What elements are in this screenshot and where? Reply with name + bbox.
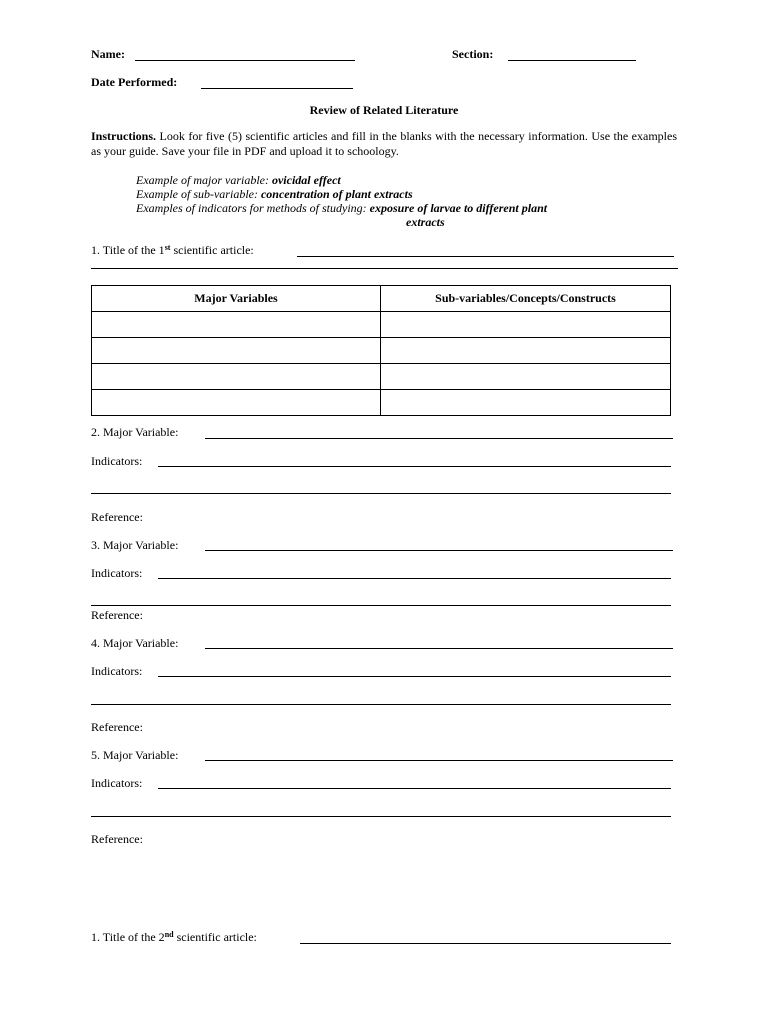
major-variable-2-blank[interactable]	[205, 438, 673, 439]
major-variable-5-blank[interactable]	[205, 760, 673, 761]
page-title: Review of Related Literature	[309, 103, 459, 117]
indicators-2-label: Indicators:	[91, 454, 143, 468]
article-2-ordinal: nd	[164, 930, 174, 939]
indicators-2-blank-2[interactable]	[91, 493, 671, 494]
major-variable-3-label: 3. Major Variable:	[91, 538, 179, 552]
indicators-4-label: Indicators:	[91, 664, 143, 678]
table-row	[92, 312, 671, 338]
major-variable-5-label: 5. Major Variable:	[91, 748, 179, 762]
name-label: Name:	[91, 47, 125, 61]
date-performed-label: Date Performed:	[91, 75, 178, 89]
major-variable-4-blank[interactable]	[205, 648, 673, 649]
table-cell[interactable]	[381, 364, 671, 390]
article-1-title-blank-2[interactable]	[91, 268, 678, 269]
major-variable-3-blank[interactable]	[205, 550, 673, 551]
table-cell[interactable]	[381, 338, 671, 364]
table-cell[interactable]	[92, 338, 381, 364]
article-1-title-blank[interactable]	[297, 256, 674, 257]
reference-3-label: Reference:	[91, 608, 143, 622]
section-blank[interactable]	[508, 60, 636, 61]
indicators-3-blank[interactable]	[158, 578, 671, 579]
date-performed-blank[interactable]	[201, 88, 353, 89]
sub-variables-header: Sub-variables/Concepts/Constructs	[381, 286, 671, 312]
article-1-title-prefix: 1. Title of the 1	[91, 243, 165, 257]
major-variable-4-label: 4. Major Variable:	[91, 636, 179, 650]
example-sub-label: Example of sub-variable:	[136, 187, 258, 201]
table-row	[92, 338, 671, 364]
example-major-value: ovicidal effect	[271, 173, 341, 187]
table-row	[92, 390, 671, 416]
example-sub-value: concentration of plant extracts	[260, 187, 413, 201]
instructions	[91, 129, 677, 159]
reference-5-label: Reference:	[91, 832, 143, 846]
table-cell[interactable]	[92, 390, 381, 416]
table-cell[interactable]	[381, 312, 671, 338]
example-sub-variable	[136, 187, 413, 201]
indicators-5-blank[interactable]	[158, 788, 671, 789]
article-2-title-label	[91, 930, 257, 944]
indicators-5-label: Indicators:	[91, 776, 143, 790]
reference-2-label: Reference:	[91, 510, 143, 524]
example-major-variable	[136, 173, 341, 187]
major-variable-2-label: 2. Major Variable:	[91, 425, 179, 439]
table-cell[interactable]	[92, 364, 381, 390]
indicators-2-blank[interactable]	[158, 466, 671, 467]
example-indicators-value-continued: extracts	[406, 215, 445, 229]
name-blank[interactable]	[135, 60, 355, 61]
example-indicators-value: exposure of larvae to different plant	[369, 201, 548, 215]
instructions-lead: Instructions.	[91, 129, 157, 143]
article-2-title-suffix: scientific article:	[176, 930, 257, 944]
major-variables-header: Major Variables	[92, 286, 381, 312]
example-indicators-label: Examples of indicators for methods of studying:	[136, 201, 367, 215]
table-cell[interactable]	[381, 390, 671, 416]
variables-table	[91, 285, 671, 416]
indicators-4-blank-2[interactable]	[91, 704, 671, 705]
table-row	[92, 364, 671, 390]
indicators-4-blank[interactable]	[158, 676, 671, 677]
article-2-title-blank[interactable]	[300, 943, 671, 944]
indicators-3-label: Indicators:	[91, 566, 143, 580]
article-1-title-label	[91, 243, 254, 257]
instructions-text: Look for five (5) scientific articles and fill in the blanks with the necessary information. Use the examples as your guide. Save your file in PDF and upload it to schoology.	[91, 129, 677, 158]
indicators-5-blank-2[interactable]	[91, 816, 671, 817]
article-1-ordinal: st	[164, 243, 171, 252]
reference-4-label: Reference:	[91, 720, 143, 734]
example-major-label: Example of major variable:	[136, 173, 269, 187]
indicators-3-blank-2[interactable]	[91, 605, 671, 606]
article-1-title-suffix: scientific article:	[173, 243, 254, 257]
example-indicators	[136, 201, 547, 215]
section-label: Section:	[452, 47, 494, 61]
table-header-row	[92, 286, 671, 312]
article-2-title-prefix: 1. Title of the 2	[91, 930, 165, 944]
table-cell[interactable]	[92, 312, 381, 338]
